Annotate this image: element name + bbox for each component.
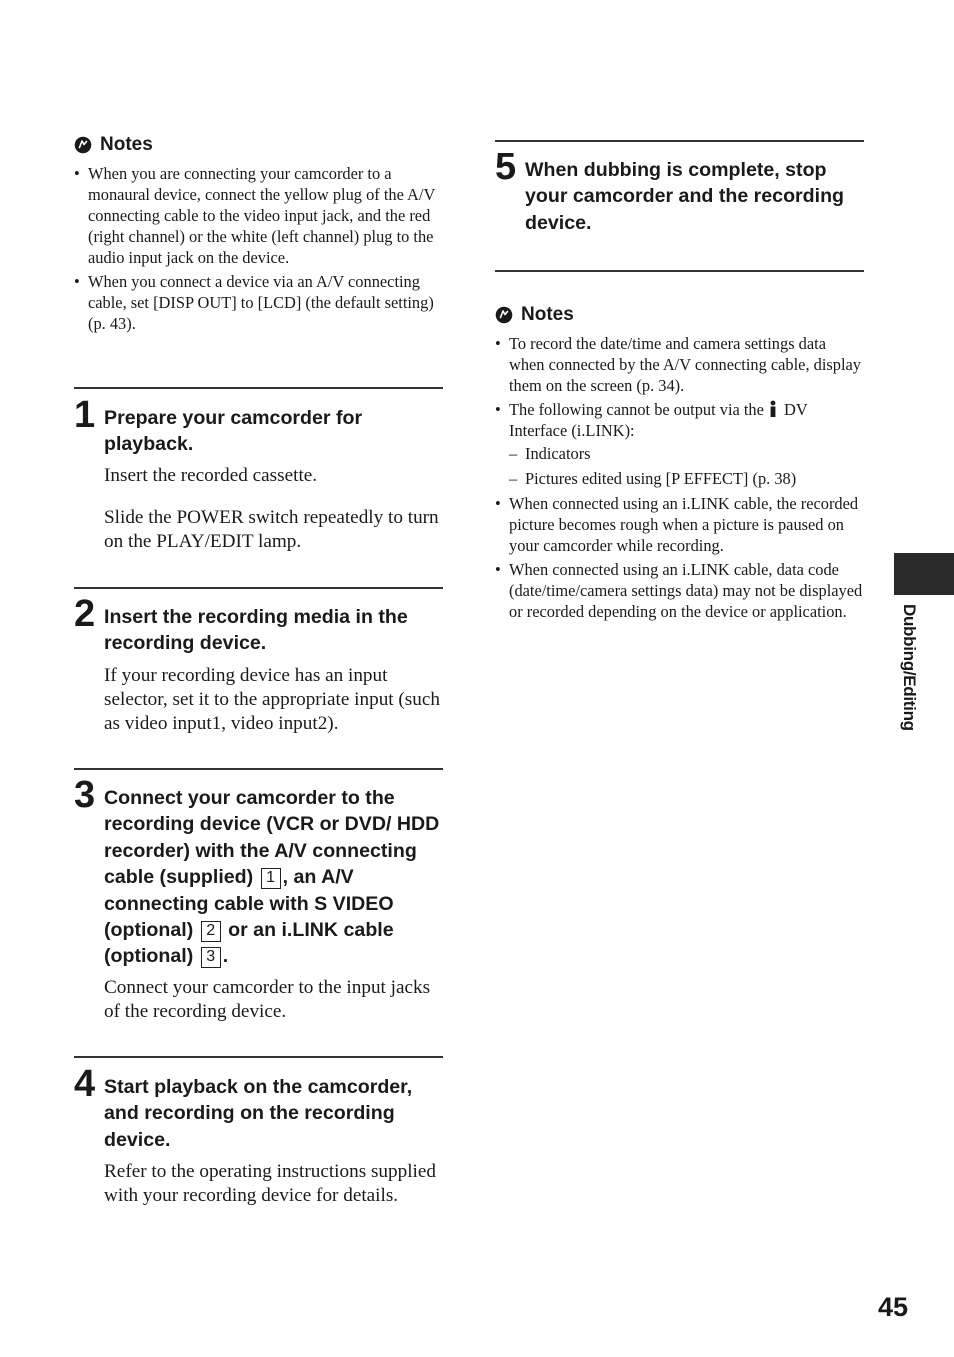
note-item: • When connected using an i.LINK cable, the recorded picture becomes rough when a picture is paused on your camcorder while recording. <box>495 493 865 556</box>
step-divider <box>495 140 864 142</box>
step-text: Slide the POWER switch repeatedly to turn on the PLAY/EDIT lamp. <box>104 507 439 552</box>
note-item: • When you are connecting your camcorder to a monaural device, connect the yellow plug of the A/V connecting cable to the video input jack, and the red (right channel) or the white (left channel) plug to the audio input jack on the device. <box>74 163 446 268</box>
notes-title: Notes <box>100 134 153 155</box>
step-divider <box>74 387 443 389</box>
step-body <box>104 464 444 554</box>
note-text: The following cannot be output via the <box>509 400 764 419</box>
step-title-text: or an i.LINK cable (optional) <box>104 919 394 968</box>
dv-interface-icon <box>768 400 778 418</box>
note-item: • To record the date/time and camera settings data when connected by the A/V connecting cable, display them on the screen (p. 34). <box>495 333 865 396</box>
step-number: 4 <box>74 1063 96 1105</box>
step-divider <box>74 768 443 770</box>
callout-number: 3 <box>201 947 221 968</box>
step-number: 5 <box>495 146 517 188</box>
step-title: When dubbing is complete, stop your camcorder and the recording device. <box>525 159 845 234</box>
step-body <box>104 664 444 736</box>
notes-list-right <box>495 333 865 625</box>
step-text: Connect your camcorder to the input jacks of the recording device. <box>104 977 431 1022</box>
step-title-text: Connect your camcorder to the recording device (VCR or DVD/ HDD recorder) with the A/V connecting cable (supplied) <box>104 787 440 889</box>
step-title: Start playback on the camcorder, and recording on the recording device. <box>104 1076 413 1151</box>
step-title: Prepare your camcorder for playback. <box>104 407 363 456</box>
section-divider <box>495 270 864 272</box>
note-item <box>495 399 865 489</box>
step-number: 2 <box>74 593 96 635</box>
step-divider <box>74 587 443 589</box>
section-tab-marker <box>894 553 954 595</box>
page-number: 45 <box>878 1292 909 1322</box>
callout-number: 1 <box>261 868 281 889</box>
note-text: DV Interface (i.LINK): <box>509 400 808 440</box>
step-body <box>104 1160 449 1208</box>
step-title: Insert the recording media in the recording device. <box>104 606 408 655</box>
step-number: 1 <box>74 394 96 436</box>
step-divider <box>74 1056 443 1058</box>
step-text: Insert the recorded cassette. <box>104 465 318 486</box>
step-title-text: . <box>222 945 229 968</box>
section-label: Dubbing/Editing <box>900 604 919 731</box>
step-title <box>104 785 444 970</box>
notes-title: Notes <box>521 304 574 325</box>
step-number: 3 <box>74 774 96 816</box>
notes-list-left <box>74 163 446 337</box>
note-subitem: – Indicators <box>509 443 865 464</box>
notes-header-right <box>495 304 574 326</box>
notes-header-left <box>74 134 153 156</box>
step-body <box>104 976 444 1024</box>
callout-number: 2 <box>201 921 221 942</box>
step-text: If your recording device has an input selector, set it to the appropriate input (such as video input1, video input2). <box>104 665 440 734</box>
note-item: • When connected using an i.LINK cable, data code (date/time/camera settings data) may not be displayed or recorded depending on the device or application. <box>495 559 865 622</box>
step-text: Refer to the operating instructions supplied with your recording device for details. <box>104 1161 436 1206</box>
notes-icon <box>495 306 513 324</box>
note-sublist <box>509 443 865 489</box>
note-item: • When you connect a device via an A/V connecting cable, set [DISP OUT] to [LCD] (the default setting) (p. 43). <box>74 271 446 334</box>
step-title-text: , an A/V connecting cable with S VIDEO (optional) <box>104 866 394 942</box>
notes-icon <box>74 136 92 154</box>
note-subitem: – Pictures edited using [P EFFECT] (p. 38) <box>509 468 865 489</box>
